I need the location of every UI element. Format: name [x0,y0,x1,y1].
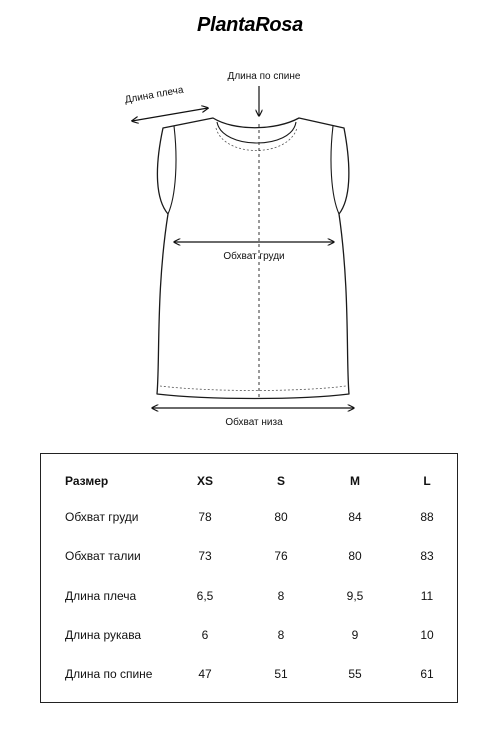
table-cell: 76 [274,549,288,563]
table-cell: 78 [198,510,212,524]
hem-label: Обхват низа [225,417,283,428]
table-cell: 88 [420,510,434,524]
table-cell: 10 [420,628,434,642]
table-cell: 80 [348,549,362,563]
header-l: L [423,474,431,488]
brand-logo: PlantaRosa [197,14,303,36]
table-cell: 6 [201,628,209,642]
left-sleeve-seam [168,126,176,214]
table-cell: 8 [277,628,285,642]
table-cell: 55 [348,667,362,681]
table-cell: 51 [274,667,288,681]
table-cell: 9,5 [346,589,364,603]
shoulder-arrow [132,108,208,121]
back-length-label: Длина по спине [227,71,301,82]
table-cell: 47 [198,667,212,681]
header-xs: XS [196,474,213,488]
table-row [41,664,457,684]
table-row [41,586,457,606]
table-cell: 9 [351,628,359,642]
table-cell: 6,5 [196,589,214,603]
table-header-row [41,471,457,491]
row-label: Длина плеча [65,589,137,603]
table-row [41,507,457,527]
table-cell: 73 [198,549,212,563]
collar-stitch [216,128,297,151]
table-row [41,546,457,566]
table-cell: 61 [420,667,434,681]
row-label: Длина рукава [65,628,142,642]
table-cell: 11 [420,589,434,603]
chest-label: Обхват груди [223,251,285,262]
size-table [40,453,458,703]
table-row [41,625,457,645]
table-cell: 80 [274,510,288,524]
table-cell: 8 [277,589,285,603]
header-m: M [350,474,360,488]
table-cell: 84 [348,510,362,524]
table-cell: 83 [420,549,434,563]
row-label: Обхват груди [65,510,139,524]
row-label: Длина по спине [65,667,153,681]
hem-stitch [160,386,346,391]
shoulder-length-label: Длина плеча [124,84,185,106]
header-s: S [276,474,285,488]
row-label: Обхват талии [65,549,141,563]
header-size: Размер [65,474,109,488]
right-sleeve-seam [331,126,339,214]
